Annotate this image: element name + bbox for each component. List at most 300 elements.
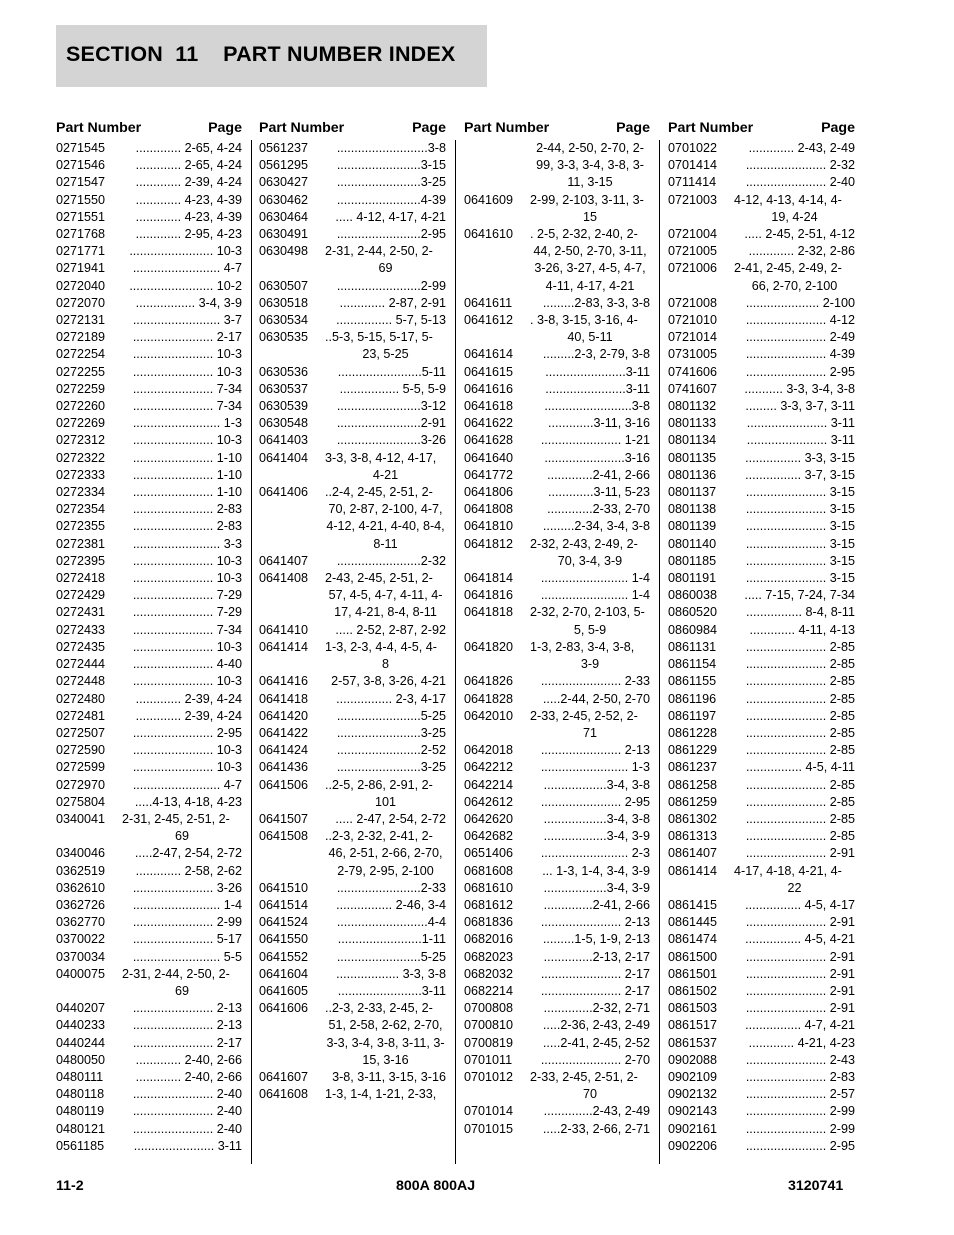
index-entry — [56, 209, 242, 226]
page-reference-line: ........................2-95 — [336, 227, 446, 242]
page-references — [120, 897, 242, 914]
index-entry — [464, 501, 650, 518]
index-entry — [259, 983, 446, 1000]
index-entry — [464, 673, 650, 690]
part-number: 0630498 — [259, 244, 309, 259]
page-reference-line: .....4-13, 4-18, 4-23 — [134, 794, 242, 809]
part-number: 0861537 — [668, 1035, 718, 1050]
page-reference-line: ........................3-12 — [336, 399, 446, 414]
part-number: 0272418 — [56, 571, 106, 586]
page-references — [528, 845, 650, 862]
index-entry — [668, 622, 855, 639]
page-references — [732, 863, 855, 897]
index-entry — [668, 157, 855, 174]
page-reference-line: ....................... 2-85 — [745, 657, 855, 672]
index-entry — [464, 1052, 650, 1069]
part-number: 0630464 — [259, 209, 309, 224]
page-references — [528, 432, 650, 449]
page-references — [120, 260, 242, 277]
page-reference-continuation: 69 — [174, 983, 189, 998]
page-references — [120, 604, 242, 621]
page-reference-line: ......................... 3-3 — [132, 536, 242, 551]
page-references — [323, 329, 446, 363]
page-reference-line: ............. 2-32, 2-86 — [748, 244, 855, 259]
part-number: 0272429 — [56, 588, 106, 603]
page-references — [528, 570, 650, 587]
page-reference-line: ....................... 1-10 — [132, 485, 242, 500]
page-references — [528, 450, 650, 467]
index-entry — [56, 226, 242, 243]
page-references — [323, 226, 446, 243]
page-references — [528, 226, 650, 295]
page-reference-line: ........................3-25 — [336, 175, 446, 190]
part-number: 0641816 — [464, 588, 514, 603]
index-entry — [464, 570, 650, 587]
part-number: 0641622 — [464, 416, 514, 431]
part-number: 0801135 — [668, 450, 717, 465]
page-reference-line: ....................... 2-40 — [132, 1104, 242, 1119]
index-entry — [56, 1103, 242, 1120]
page-reference-line: ....................... 2-17 — [540, 983, 650, 998]
page-reference-line: ......................... 1-4 — [132, 897, 242, 912]
part-number: 0630535 — [259, 330, 309, 345]
page-reference-line: ..... 2-47, 2-54, 2-72 — [335, 811, 446, 826]
page-reference-line: ....................... 3-15 — [745, 571, 855, 586]
part-number: 0861445 — [668, 915, 718, 930]
page-reference-line: ....................... 2-57 — [745, 1087, 855, 1102]
page-reference-continuation: 40, 5-11 — [567, 330, 613, 345]
page-references — [528, 501, 650, 518]
page-references — [732, 794, 855, 811]
page-reference-line: ....................... 10-3 — [132, 364, 242, 379]
page-reference-line: ................ 4-7, 4-21 — [745, 1018, 855, 1033]
index-entry — [668, 673, 855, 690]
part-number: 0861197 — [668, 708, 717, 723]
part-number: 0480121 — [56, 1121, 106, 1136]
part-number: 0641808 — [464, 502, 514, 517]
index-entry — [464, 587, 650, 604]
page-references — [732, 467, 855, 484]
part-number: 0641615 — [464, 364, 514, 379]
part-number: 0641612 — [464, 313, 514, 328]
part-number: 0272431 — [56, 605, 106, 620]
part-number: 0272312 — [56, 433, 106, 448]
index-entry — [464, 192, 650, 226]
index-entry — [668, 450, 855, 467]
index-entry — [668, 312, 855, 329]
page-reference-line: .............2-41, 2-66 — [547, 467, 650, 482]
index-entry — [668, 897, 855, 914]
index-entry — [668, 295, 855, 312]
page-references — [528, 518, 650, 535]
index-entry — [259, 570, 446, 622]
part-number: 0272590 — [56, 743, 106, 758]
index-entry — [259, 1069, 446, 1086]
page-reference-line: ......................... 4-7 — [132, 777, 242, 792]
index-entry — [668, 1035, 855, 1052]
page-reference-line: ..........................3-8 — [336, 141, 446, 155]
index-entry — [668, 501, 855, 518]
page-references — [732, 570, 855, 587]
index-entry — [668, 742, 855, 759]
part-number: 0642212 — [464, 760, 514, 775]
page-reference-line: ....................... 2-85 — [745, 639, 855, 654]
part-number: 0801134 — [668, 433, 717, 448]
page-references — [732, 346, 855, 363]
part-number: 0682016 — [464, 932, 514, 947]
page-reference-line: ....................... 2-85 — [745, 829, 855, 844]
index-entry — [56, 432, 242, 449]
part-number: 0641550 — [259, 932, 309, 947]
page-references — [120, 639, 242, 656]
part-number: 0861500 — [668, 949, 718, 964]
index-entry — [464, 759, 650, 776]
part-number: 0641506 — [259, 777, 309, 792]
page-references — [732, 604, 855, 621]
index-entry — [464, 1103, 650, 1120]
part-number: 0272070 — [56, 295, 106, 310]
part-number: 0272254 — [56, 347, 106, 362]
page-reference-line: ....................... 7-29 — [132, 588, 242, 603]
page-references — [528, 1035, 650, 1052]
page-references — [528, 140, 650, 192]
page-reference-line: ....................... 2-40 — [132, 1087, 242, 1102]
index-entry — [668, 329, 855, 346]
page-reference-line: ..............2-43, 2-49 — [543, 1104, 650, 1119]
part-number: 0801140 — [668, 536, 717, 551]
index-entry — [668, 553, 855, 570]
page-references — [528, 587, 650, 604]
index-entry — [259, 364, 446, 381]
index-entry — [668, 656, 855, 673]
part-number: 0721014 — [668, 330, 718, 345]
part-number: 0272599 — [56, 760, 106, 775]
page-references — [120, 329, 242, 346]
part-number: 0370034 — [56, 949, 106, 964]
index-entry — [668, 966, 855, 983]
index-entry — [56, 1035, 242, 1052]
part-number: 0272395 — [56, 553, 106, 568]
part-number: 0701414 — [668, 158, 718, 173]
index-entry — [668, 140, 855, 157]
part-number: 0641605 — [259, 983, 309, 998]
part-number: 0861502 — [668, 983, 718, 998]
index-entry — [464, 1069, 650, 1103]
page-references — [120, 484, 242, 501]
page-references — [528, 863, 650, 880]
page-reference-line: ....................... 2-91 — [745, 966, 855, 981]
part-number: 0681836 — [464, 915, 514, 930]
page-reference-line: 2-32, 2-70, 2-103, 5- — [530, 605, 645, 620]
page-references — [528, 312, 650, 346]
page-reference-line: ....................... 7-34 — [132, 622, 242, 637]
index-entry — [259, 295, 446, 312]
index-entry — [464, 742, 650, 759]
column-header — [259, 118, 446, 140]
page-references — [528, 828, 650, 845]
part-number: 0630491 — [259, 227, 309, 242]
page-references — [323, 381, 446, 398]
index-entry — [464, 777, 650, 794]
index-entry — [259, 381, 446, 398]
page-reference-line: 2-31, 2-44, 2-50, 2- — [325, 244, 433, 259]
part-number: 0700819 — [464, 1035, 514, 1050]
page-reference-line: ................ 5-7, 5-13 — [336, 313, 446, 328]
index-entry — [668, 484, 855, 501]
page-reference-line: ........................2-33 — [336, 880, 446, 895]
page-reference-line: ........................4-39 — [336, 192, 446, 207]
index-entry — [56, 639, 242, 656]
page-reference-line: ....................... 2-85 — [745, 725, 855, 740]
part-number: 0902206 — [668, 1138, 718, 1153]
index-entry — [56, 966, 242, 1000]
part-number: 0641609 — [464, 192, 514, 207]
page-references — [120, 1103, 242, 1120]
part-number: 0272259 — [56, 381, 106, 396]
page-references — [120, 570, 242, 587]
index-entry — [56, 914, 242, 931]
part-number: 0440233 — [56, 1018, 106, 1033]
part-number: 0272189 — [56, 330, 106, 345]
page-reference-line: ..................3-4, 3-8 — [543, 811, 650, 826]
index-entry — [668, 1086, 855, 1103]
index-entry — [56, 312, 242, 329]
page-reference-line: ............. 2-40, 2-66 — [135, 1069, 242, 1084]
index-entry — [464, 536, 650, 570]
page-references — [120, 863, 242, 880]
part-number: 0272435 — [56, 639, 106, 654]
index-entry — [259, 1086, 446, 1103]
part-number: 0272322 — [56, 450, 106, 465]
page-references — [732, 897, 855, 914]
index-entry — [668, 604, 855, 621]
part-number: 0641410 — [259, 622, 309, 637]
index-entry — [56, 570, 242, 587]
page-references — [732, 742, 855, 759]
page-references — [732, 708, 855, 725]
page-reference-line: ....................... 2-85 — [745, 708, 855, 723]
index-entry — [56, 518, 242, 535]
part-number: 0801185 — [668, 553, 717, 568]
index-entry — [464, 140, 650, 192]
page-reference-line: ....................... 2-49 — [745, 330, 855, 345]
index-entry — [56, 398, 242, 415]
page-reference-line: ............. 2-65, 4-24 — [135, 141, 242, 155]
page-references — [732, 639, 855, 656]
page-reference-line: ........................5-11 — [337, 364, 446, 379]
page-reference-line: ............. 2-95, 4-23 — [135, 227, 242, 242]
page-reference-line: ................. 5-5, 5-9 — [339, 381, 446, 396]
part-number: 0861302 — [668, 811, 718, 826]
page-reference-line: ................ 3-3, 3-15 — [745, 450, 855, 465]
page-reference-line: ........................3-26 — [336, 433, 446, 448]
page-references — [528, 1121, 650, 1138]
page-references — [732, 966, 855, 983]
page-references — [732, 1086, 855, 1103]
index-entry — [464, 880, 650, 897]
page-reference-line: ....................... 10-3 — [132, 639, 242, 654]
page-references — [732, 398, 855, 415]
part-number: 0641403 — [259, 433, 309, 448]
page-reference-line: . 2-5, 2-32, 2-40, 2- — [530, 227, 638, 242]
page-reference-line: ..... 4-12, 4-17, 4-21 — [335, 209, 446, 224]
page-reference-line: ............. 4-11, 4-13 — [749, 622, 855, 637]
page-reference-line: ..................... 2-100 — [745, 295, 855, 310]
index-entry — [259, 553, 446, 570]
index-entry — [259, 673, 446, 690]
page-references — [323, 174, 446, 191]
page-references — [528, 639, 650, 673]
part-number: 0701011 — [464, 1052, 513, 1067]
index-entry — [668, 828, 855, 845]
page-references — [732, 536, 855, 553]
page-references — [323, 759, 446, 776]
part-number: 0641552 — [259, 949, 309, 964]
page-reference-line: ....................... 2-83 — [745, 1069, 855, 1084]
index-entry — [259, 484, 446, 553]
page-references — [528, 1052, 650, 1069]
index-entry — [464, 518, 650, 535]
page-reference-line: ....................... 2-85 — [745, 674, 855, 689]
page-reference-line: ..........................4-4 — [336, 915, 446, 930]
index-entry — [668, 949, 855, 966]
page-references — [732, 949, 855, 966]
part-number: 0641604 — [259, 966, 309, 981]
index-entry — [56, 708, 242, 725]
page-references — [732, 243, 855, 260]
page-references — [732, 1035, 855, 1052]
index-entry — [464, 983, 650, 1000]
page-references — [323, 278, 446, 295]
index-entry — [56, 381, 242, 398]
part-number: 0480111 — [56, 1069, 104, 1084]
page-reference-line: .....2-44, 2-50, 2-70 — [542, 691, 650, 706]
page-references — [120, 1138, 242, 1155]
index-entry — [259, 742, 446, 759]
part-number: 0362610 — [56, 880, 106, 895]
part-number: 0630462 — [259, 192, 309, 207]
part-number: 0681608 — [464, 863, 514, 878]
page-references — [323, 312, 446, 329]
page-references — [120, 295, 242, 312]
page-references — [323, 1086, 446, 1103]
page-references — [120, 467, 242, 484]
part-number: 0860038 — [668, 588, 718, 603]
index-entry — [56, 415, 242, 432]
part-number: 0641610 — [464, 227, 514, 242]
index-entry — [56, 1000, 242, 1017]
page-reference-line: ................ 3-7, 3-15 — [745, 467, 855, 482]
page-reference-line: ........................2-52 — [336, 743, 446, 758]
page-reference-line: ....................... 2-70 — [540, 1052, 650, 1067]
page-reference-line: ........................2-91 — [336, 416, 446, 431]
index-entry — [464, 708, 650, 742]
part-number: 0861503 — [668, 1001, 718, 1016]
page-reference-line: .......................3-11 — [545, 364, 650, 379]
part-number: 0861228 — [668, 725, 718, 740]
page-reference-line: ....................... 2-85 — [745, 743, 855, 758]
page-references — [732, 914, 855, 931]
index-entry — [464, 432, 650, 449]
index-entry — [464, 914, 650, 931]
page-reference-line: ........................5-25 — [336, 949, 446, 964]
page-references — [528, 484, 650, 501]
index-entry — [668, 931, 855, 948]
part-number: 0861259 — [668, 794, 718, 809]
index-entry — [464, 364, 650, 381]
index-entry — [56, 243, 242, 260]
part-number: 0271545 — [56, 141, 106, 155]
page-references — [528, 897, 650, 914]
part-number: 0641616 — [464, 381, 514, 396]
part-number: 0861237 — [668, 760, 718, 775]
part-number: 0741607 — [668, 381, 718, 396]
page-reference-line: 3-8, 3-11, 3-15, 3-16 — [332, 1069, 446, 1084]
page-references — [120, 415, 242, 432]
page-references — [323, 415, 446, 432]
part-number: 0641614 — [464, 347, 514, 362]
page-reference-line: ......................... 1-3 — [540, 760, 650, 775]
index-column-3 — [464, 118, 650, 1138]
page-references — [323, 777, 446, 811]
page-reference-continuation: 3-9 — [580, 657, 600, 672]
page-reference-line: ....................... 10-3 — [132, 760, 242, 775]
page-reference-line: ....................... 2-85 — [745, 794, 855, 809]
page-references — [323, 983, 446, 1000]
index-column-4 — [668, 118, 855, 1155]
page-references — [323, 708, 446, 725]
part-number: 0902088 — [668, 1052, 718, 1067]
page-reference-line: ....................... 3-15 — [745, 502, 855, 517]
part-number: 0860520 — [668, 605, 718, 620]
footer-page-number: 11-2 — [56, 1178, 84, 1194]
index-entry — [56, 1052, 242, 1069]
page-reference-line: ....................... 2-40 — [745, 175, 855, 190]
page-references — [323, 914, 446, 931]
page-reference-line: .................. 3-3, 3-8 — [336, 966, 446, 981]
page-reference-line: ........................3-25 — [336, 725, 446, 740]
page-references — [732, 1069, 855, 1086]
index-entry — [464, 295, 650, 312]
page-references — [120, 708, 242, 725]
page-reference-line: ....................... 2-95 — [132, 725, 242, 740]
page-references — [528, 1103, 650, 1120]
part-number: 0641806 — [464, 485, 514, 500]
page-reference-line: ....................... 2-99 — [745, 1104, 855, 1119]
page-references — [732, 518, 855, 535]
index-entry — [668, 1103, 855, 1120]
index-entry — [56, 1086, 242, 1103]
page-reference-line: 2-33, 2-45, 2-51, 2- — [530, 1069, 638, 1084]
page-reference-line: ............. 4-21, 4-23 — [748, 1035, 855, 1050]
page-references — [528, 1069, 650, 1103]
page-references — [732, 673, 855, 690]
index-entry — [56, 897, 242, 914]
page-reference-line: ....................... 10-3 — [132, 347, 242, 362]
index-entry — [56, 295, 242, 312]
index-entry — [464, 312, 650, 346]
part-number: 0642620 — [464, 811, 514, 826]
page-reference-line: 1-3, 1-4, 1-21, 2-33, — [325, 1087, 437, 1102]
part-number: 0630427 — [259, 175, 309, 190]
index-entry — [56, 346, 242, 363]
page-reference-line: ................ 2-46, 3-4 — [336, 897, 446, 912]
part-number: 0651406 — [464, 846, 514, 861]
page-reference-line: ................ 4-5, 4-17 — [745, 897, 855, 912]
page-reference-line: 2-31, 2-44, 2-50, 2- — [122, 966, 230, 981]
part-number: 0721008 — [668, 295, 718, 310]
page-references — [732, 415, 855, 432]
